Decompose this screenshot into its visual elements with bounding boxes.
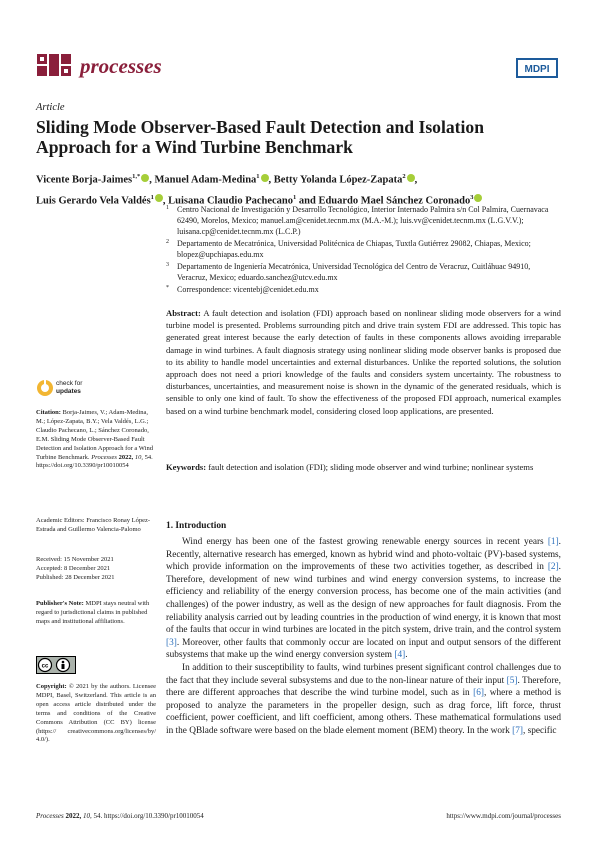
author-affil: 2 (402, 173, 406, 180)
copyright-text: © 2021 by the authors. Licensee MDPI, Basel, Switzerland. This article is an open access article distributed under the terms and conditions of the Creative Commons Attribution (CC BY) license (https:// creativecommons.org/licenses/by/ 4.0/). (36, 683, 156, 744)
citation-link[interactable]: [1] (547, 537, 559, 547)
cc-by-license-icon[interactable] (36, 656, 76, 674)
updates-label: updates (56, 387, 81, 395)
footer-doi[interactable]: 54. https://doi.org/10.3390/pr10010054 (93, 812, 204, 820)
check-for-updates-badge[interactable] (36, 376, 96, 400)
author-affil: 1,* (132, 173, 141, 180)
abstract-label: Abstract: (166, 308, 201, 318)
orcid-icon[interactable] (474, 194, 482, 202)
orcid-icon[interactable] (407, 174, 415, 182)
svg-text:cc: cc (41, 663, 49, 670)
received-date: Received: 15 November 2021 (36, 556, 114, 563)
author-name: Luisana Claudio Pachecano (168, 195, 294, 206)
section-heading: 1. Introduction (166, 521, 227, 531)
copyright-label: Copyright: (36, 683, 67, 690)
footer-journal: Processes (36, 812, 64, 820)
keywords (166, 461, 561, 473)
abstract-text: A fault detection and isolation (FDI) approach based on nonlinear sliding mode observers for a wind turbine model is presented. Problems surrounding pitch and drive train system FDI are addressed. This topic has generated great interest because the early detection of faults in these components allows avoiding irreparable damage in wind turbines. A fault diagnosis strategy using nonlinear sliding mode observer banks is proposed due to its ability to handle model uncertainties and external disturbances. Unlike the reported solutions, the solution approach does not need a priori knowledge of the faults and considers system uncertainty. The robustness to disturbances, uncertainties, and measurement noise is shown in the dynamic of the generated residuals, which is sensible to only one kind of fault. To show the effectiveness of the proposed FDI approach, numerical examples based on a wind turbine benchmark model, considering closed loop applications, are presented. (166, 308, 561, 416)
footer-volume: 10, (82, 812, 92, 820)
citation-text: Borja-Jaimes, V.; Adam-Medina, M.; López-Zapata, B.Y.; Vela Valdés, L.G.; Claudio Pachecano, L.; Sánchez Coronado, E.M. Sliding Mode Observer-Based Fault Detection and Isolation Approach for a Wind Turbine Benchmark. (36, 409, 153, 461)
orcid-icon[interactable] (261, 174, 269, 182)
author-name: Manuel Adam-Medina (154, 174, 257, 186)
citation-link[interactable]: [4] (394, 650, 406, 661)
mdpi-logo-icon (515, 57, 559, 79)
article-type: Article (36, 102, 65, 113)
author-affil: 1 (150, 193, 154, 201)
citation-journal: Processes (91, 453, 117, 461)
accepted-date: Accepted: 8 December 2021 (36, 564, 111, 572)
paragraph: Wind energy has been one of the fastest growing renewable energy sources in recent years [1]. Recently, alternative research has emerged, known as hybrid wind and photo-voltaic (PV)-based systems, which provide information on the improvements of these two activities together, as described in [2]. Therefore, development of new wind turbines and wind energy conversion systems, to increase the efficiency and reliability of the energy conversion process, has become one of the main activities (and challenges) of the power industry, as well as the design of new approaches for fault diagnosis. From the reliability analysis carried out by leading countries in the production of wind energy, it is known that most of the faults that occur in wind turbines are located in the pitch system, drive train, and the control system [3]. Moreover, other faults that commonly occur are located on input and output sensors of the different subsystems that make up the wind energy conversion system [4]. (166, 537, 561, 661)
citation-label: Citation: (36, 409, 61, 416)
affiliations (166, 205, 561, 297)
citation-link[interactable]: [5] (506, 675, 518, 686)
affiliation-item: 2 Departamento de Mecatrónica, Universidad Politécnica de Chiapas, Tuxtla Gutiérrez 29082, Chiapas, Mexico; blopez@upchiapas.edu.mx (166, 238, 531, 259)
authors-joiner: and (298, 195, 316, 206)
affiliation-item: 3 Departamento de Ingeniería Mecatrónica, Universidad Tecnológica del Centro de Veracruz, Cuitláhuac 94910, Veracruz, Mexico; eduardo.sanchez@utcv.edu.mx (166, 261, 531, 282)
author-name: Vicente Borja-Jaimes (36, 174, 133, 186)
citation-link[interactable]: [3] (166, 637, 177, 648)
paper-title: Sliding Mode Observer-Based Fault Detection and Isolation Approach for a Wind Turbine Benchmark (36, 117, 484, 157)
published-date: Published: 28 December 2021 (36, 573, 115, 581)
publisher-note-label: Publisher's Note: (36, 600, 84, 607)
mdpi-logo-text: MDPI (524, 64, 550, 75)
editors-block (36, 517, 156, 535)
author-list: Vicente Borja-Jaimes$^{1,*}$ , Manuel Adam-Medina$^1$ , Betty Yolanda López-Zapata$^2$ , Luis Gerardo Vela Valdés$^1$ , Luisana Claudio Pachecano$^1$ and Eduardo Mael Sánchez Coronado$^3$ (36, 168, 556, 209)
author-name: Betty Yolanda López-Zapata (273, 174, 403, 186)
journal-logo-icon (36, 50, 72, 80)
orcid-icon[interactable] (155, 194, 163, 202)
affiliation-item: * Correspondence: vicentebj@cenidet.edu.mx (166, 285, 319, 295)
abstract (166, 307, 561, 417)
check-updates-icon (36, 379, 54, 397)
introduction-body (166, 536, 561, 738)
author-name: Luis Gerardo Vela Valdés (36, 195, 151, 206)
footer-year: 2022, (65, 812, 82, 820)
citation-year: 2022, (118, 453, 134, 461)
keywords-text: fault detection and isolation (FDI); sliding mode observer and wind turbine; nonlinear systems (208, 462, 534, 472)
publisher-note (36, 600, 156, 627)
publisher-note-text: MDPI stays neutral with regard to jurisdictional claims in published maps and institutional affiliations. (36, 600, 150, 625)
citation-link[interactable]: [6] (473, 688, 484, 699)
citation-doi[interactable]: 54. https://doi.org/10.3390/pr10010054 (36, 453, 153, 470)
editors-label: Academic Editors: (36, 517, 85, 524)
citation-volume: 10, (134, 453, 143, 461)
affiliation-item: 1 Centro Nacional de Investigación y Desarrollo Tecnológico, Interior Internado Palmira s/n Col Palmira, Cuernavaca 62490, Morelos, Mexico; manuel.am@cenidet.tecnm.mx (M.A.-M.); luis.vv@cenidet.tecnm.mx (L.G.V.V.); luisana.cp@cenidet.tecnm.mx (L.C.P.) (166, 205, 549, 236)
paragraph: In addition to their susceptibility to faults, wind turbines present significant control challenges due to the fact that they include several subsystems and due to the non-linear nature of their input [5]. Therefore, there are different approaches that describe the wind turbine model, such as in [6], where a method is proposed to analyze the parameters in the propeller design, such as drag force, lift force, thrust coefficient, power coefficient, and lift coefficient, among others. These mathematical formulations used in the QBlade software were based on the blade element moment (BEM) theory. In the work [7], specific (166, 662, 562, 736)
check-for-label: check for (56, 380, 83, 387)
dates-block (36, 556, 156, 583)
orcid-icon[interactable] (141, 174, 149, 182)
editors-text: Francisco Ronay López-Estrada and Guillermo Valencia-Palomo (36, 517, 151, 533)
author-affil: 1 (293, 193, 297, 201)
footer-journal-url[interactable]: https://www.mdpi.com/journal/processes (446, 812, 561, 820)
keywords-label: Keywords: (166, 462, 207, 472)
citation-block (36, 409, 156, 471)
footer-citation (36, 812, 204, 820)
copyright-block (36, 683, 156, 745)
citation-link[interactable]: [7] (512, 725, 523, 736)
author-name: Eduardo Mael Sánchez Coronado (318, 195, 471, 206)
journal-name: processes (80, 54, 162, 78)
author-affil: 1 (256, 173, 260, 180)
author-affil: 3 (470, 193, 474, 201)
citation-link[interactable]: [2] (547, 562, 559, 573)
